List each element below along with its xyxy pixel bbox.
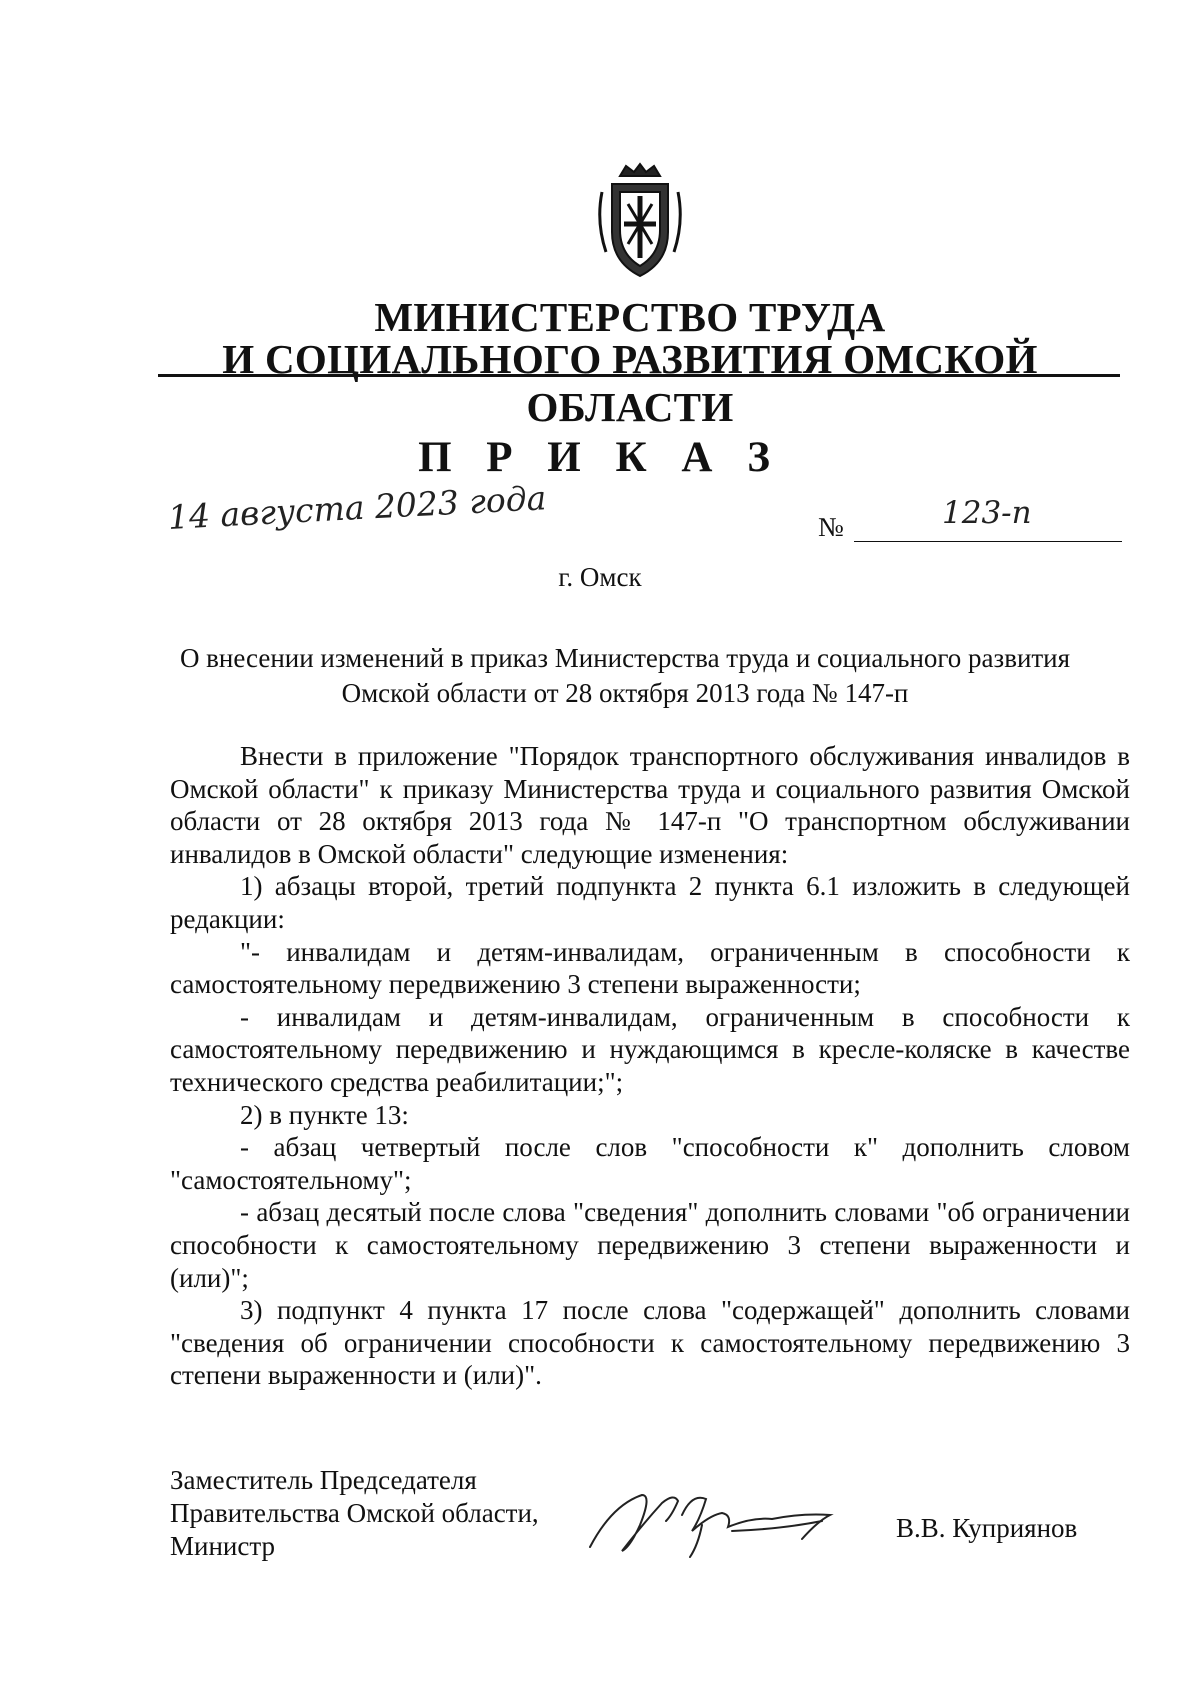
handwritten-date: 14 августа 2023 года <box>166 478 548 537</box>
body-paragraph: - инвалидам и детям-инвалидам, ограниченным в способности к самостоятельному передвижению и нуждающимся в кресле-коляске в качестве технического средства реабилитации;"; <box>170 1001 1130 1097</box>
body-paragraph: 3) подпункт 4 пункта 17 после слова "содержащей" дополнить словами "сведения об ограничении способности к самостоятельному передвижению 3 степени выраженности и (или)". <box>170 1295 1130 1391</box>
body-paragraph: 1) абзацы второй, третий подпункта 2 пункта 6.1 изложить в следующей редакции: <box>170 871 1130 934</box>
header-divider <box>158 374 1120 377</box>
signer-position-line: Правительства Омской области, <box>170 1498 539 1528</box>
body-paragraph: "- инвалидам и детям-инвалидам, ограниченным в способности к самостоятельному передвижению 3 степени выраженности; <box>170 936 1130 1000</box>
handwritten-order-number: 123-п <box>942 495 1032 531</box>
handwritten-signature <box>582 1485 882 1565</box>
ministry-name-line1: МИНИСТЕРСТВО ТРУДА <box>374 294 886 340</box>
city-label: г. Омск <box>558 562 642 592</box>
body-paragraph: 2) в пункте 13: <box>240 1099 409 1130</box>
order-body <box>170 740 1130 1392</box>
document-title: П Р И К А З <box>418 434 782 481</box>
signer-position-line: Заместитель Председателя <box>170 1465 477 1495</box>
signer-position-line: Министр <box>170 1531 275 1561</box>
ministry-name-line2: И СОЦИАЛЬНОГО РАЗВИТИЯ ОМСКОЙ ОБЛАСТИ <box>222 336 1038 430</box>
subject-line: Омской области от 28 октября 2013 года № 147-п <box>341 678 909 708</box>
subject-line: О внесении изменений в приказ Министерства труда и социального развития <box>179 643 1071 673</box>
order-subject <box>130 641 1120 711</box>
number-underline <box>854 541 1122 542</box>
body-paragraph: - абзац десятый после слова "сведения" дополнить словами "об ограничении способности к самостоятельному передвижению 3 степени выраженности и (или)"; <box>170 1197 1130 1293</box>
body-paragraph: Внести в приложение "Порядок транспортного обслуживания инвалидов в Омской области" к приказу Министерства труда и социального развития Омской области от 28 октября 2013 года № 147-п "О транспортном обслуживании инвалидов в Омской области" следующие изменения: <box>170 741 1130 869</box>
signer-name: В.В. Куприянов <box>896 1513 1078 1543</box>
signer-position <box>170 1464 539 1563</box>
body-paragraph: - абзац четвертый после слов "способности к" дополнить словом "самостоятельному"; <box>170 1132 1130 1195</box>
number-label: № <box>818 512 844 542</box>
coat-of-arms-icon <box>590 162 690 280</box>
